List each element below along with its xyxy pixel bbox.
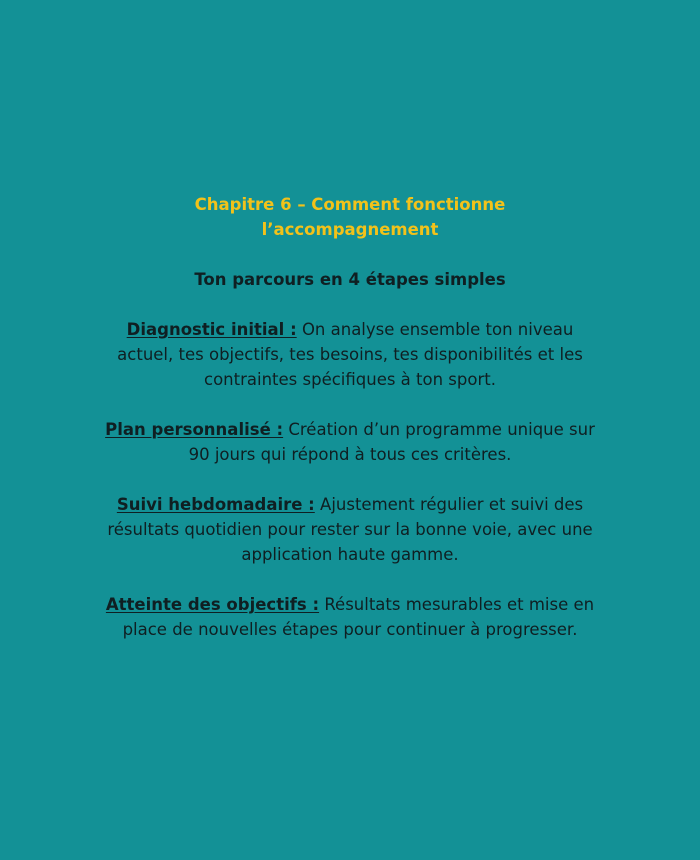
chapter-subtitle: Ton parcours en 4 étapes simples (194, 270, 506, 289)
step-label: Atteinte des objectifs : (105, 595, 320, 614)
chapter-content (100, 192, 600, 642)
step-text: Ajustement régulier et suivi des résultats quotidien pour rester sur la bonne voie, avec une application haute gamme. (107, 495, 593, 564)
step-diagnostic (100, 317, 600, 392)
step-objectifs (100, 592, 600, 642)
step-text: Résultats mesurables et mise en place de nouvelles étapes pour continuer à progresser. (122, 595, 595, 639)
step-text: On analyse ensemble ton niveau actuel, tes objectifs, tes besoins, tes disponibilités et les contraintes spécifiques à ton sport. (117, 320, 583, 389)
step-text: Création d’un programme unique sur 90 jours qui répond à tous ces critères. (188, 420, 595, 464)
chapter-title: Chapitre 6 – Comment fonctionne l’accompagnement (194, 195, 506, 239)
step-label: Suivi hebdomadaire : (116, 495, 315, 514)
step-label: Diagnostic initial : (126, 320, 297, 339)
step-label: Plan personnalisé : (105, 420, 284, 439)
step-plan (100, 417, 600, 467)
step-suivi (100, 492, 600, 567)
